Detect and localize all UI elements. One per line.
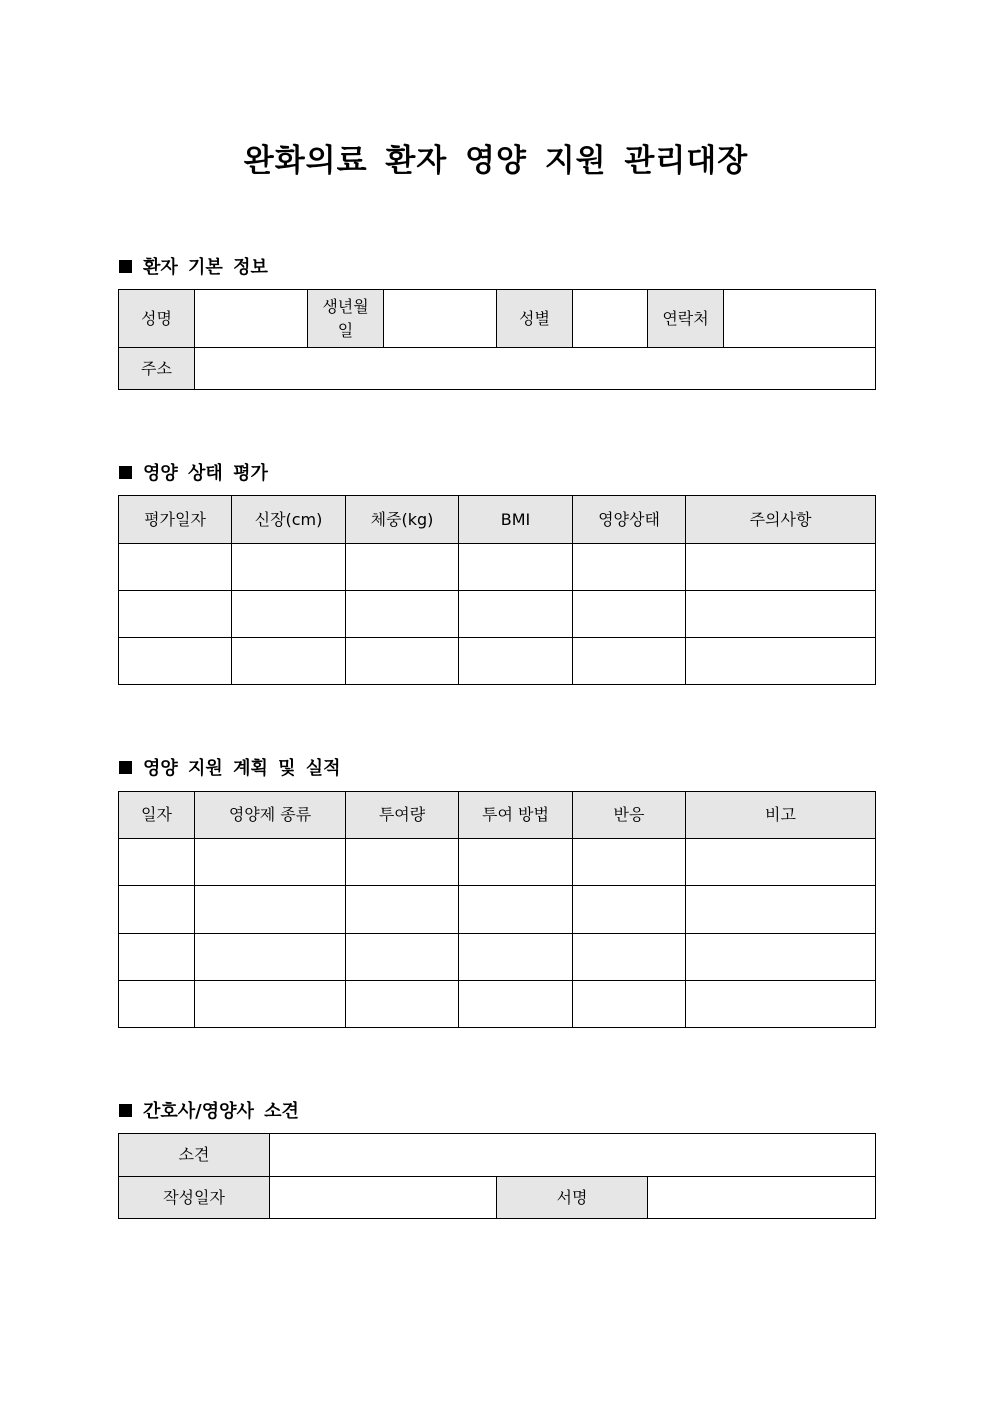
opinion-field[interactable] xyxy=(270,1134,876,1177)
table-cell[interactable] xyxy=(686,544,876,591)
table-cell[interactable] xyxy=(686,591,876,638)
section-bullet-icon xyxy=(119,260,132,273)
table-cell[interactable] xyxy=(346,886,459,934)
table-cell[interactable] xyxy=(459,591,573,638)
table-cell[interactable] xyxy=(119,934,195,981)
col-bmi: BMI xyxy=(459,496,573,544)
table-cell[interactable] xyxy=(346,839,459,886)
table-cell[interactable] xyxy=(459,934,573,981)
table-row xyxy=(119,591,876,638)
table-cell[interactable] xyxy=(195,934,346,981)
contact-field[interactable] xyxy=(724,290,876,348)
contact-label: 연락처 xyxy=(648,290,724,348)
table-cell[interactable] xyxy=(119,839,195,886)
col-response: 반응 xyxy=(573,792,686,839)
table-cell[interactable] xyxy=(686,886,876,934)
table-cell[interactable] xyxy=(232,544,346,591)
table-cell[interactable] xyxy=(346,544,459,591)
patient-info-table xyxy=(118,289,876,390)
table-cell[interactable] xyxy=(573,839,686,886)
col-administration-method: 투여 방법 xyxy=(459,792,573,839)
date-label: 작성일자 xyxy=(119,1177,270,1219)
col-weight: 체중(kg) xyxy=(346,496,459,544)
signature-label: 서명 xyxy=(497,1177,648,1219)
nutrition-assessment-heading xyxy=(119,459,268,485)
opinion-label: 소견 xyxy=(119,1134,270,1177)
col-precautions: 주의사항 xyxy=(686,496,876,544)
address-label: 주소 xyxy=(119,348,195,390)
name-field[interactable] xyxy=(195,290,308,348)
table-cell[interactable] xyxy=(686,839,876,886)
col-supplement-type: 영양제 종류 xyxy=(195,792,346,839)
address-field[interactable] xyxy=(195,348,876,390)
document-title: 완화의료 환자 영양 지원 관리대장 xyxy=(243,143,749,179)
table-cell[interactable] xyxy=(195,981,346,1028)
table-cell[interactable] xyxy=(119,886,195,934)
date-field[interactable] xyxy=(270,1177,497,1219)
table-row xyxy=(119,839,876,886)
table-cell[interactable] xyxy=(119,544,232,591)
table-cell[interactable] xyxy=(573,934,686,981)
opinion-heading xyxy=(119,1097,299,1123)
col-nutrition-status: 영양상태 xyxy=(573,496,686,544)
table-cell[interactable] xyxy=(459,981,573,1028)
table-cell[interactable] xyxy=(195,886,346,934)
table-cell[interactable] xyxy=(346,934,459,981)
name-label: 성명 xyxy=(119,290,195,348)
table-cell[interactable] xyxy=(459,886,573,934)
opinion-table xyxy=(118,1133,876,1219)
table-cell[interactable] xyxy=(346,981,459,1028)
table-cell[interactable] xyxy=(459,839,573,886)
nutrition-assessment-table xyxy=(118,495,876,685)
table-row xyxy=(119,934,876,981)
table-cell[interactable] xyxy=(573,544,686,591)
table-cell[interactable] xyxy=(686,934,876,981)
col-dosage: 투여량 xyxy=(346,792,459,839)
table-cell[interactable] xyxy=(232,591,346,638)
sex-label: 성별 xyxy=(497,290,573,348)
col-date: 일자 xyxy=(119,792,195,839)
table-cell[interactable] xyxy=(346,591,459,638)
birth-label-line1: 생년월 xyxy=(322,296,369,316)
section-bullet-icon xyxy=(119,761,132,774)
table-row xyxy=(119,544,876,591)
support-plan-heading-text: 영양 지원 계획 및 실적 xyxy=(143,758,341,779)
col-remarks: 비고 xyxy=(686,792,876,839)
patient-info-heading-text: 환자 기본 정보 xyxy=(143,257,268,278)
nutrition-assessment-heading-text: 영양 상태 평가 xyxy=(143,463,268,484)
table-cell[interactable] xyxy=(573,886,686,934)
table-row xyxy=(119,886,876,934)
table-cell[interactable] xyxy=(232,638,346,685)
table-cell[interactable] xyxy=(195,839,346,886)
table-cell[interactable] xyxy=(686,981,876,1028)
signature-field[interactable] xyxy=(648,1177,876,1219)
section-bullet-icon xyxy=(119,466,132,479)
col-assessment-date: 평가일자 xyxy=(119,496,232,544)
birth-label xyxy=(308,290,384,348)
table-row xyxy=(119,638,876,685)
table-cell[interactable] xyxy=(346,638,459,685)
support-plan-heading xyxy=(119,754,341,780)
table-cell[interactable] xyxy=(573,981,686,1028)
table-row xyxy=(119,981,876,1028)
birth-field[interactable] xyxy=(384,290,497,348)
birth-label-line2: 일 xyxy=(337,320,354,340)
col-height: 신장(cm) xyxy=(232,496,346,544)
table-cell[interactable] xyxy=(686,638,876,685)
table-cell[interactable] xyxy=(119,591,232,638)
support-plan-table xyxy=(118,791,876,1028)
table-cell[interactable] xyxy=(573,591,686,638)
patient-info-heading xyxy=(119,253,268,279)
table-cell[interactable] xyxy=(459,544,573,591)
table-cell[interactable] xyxy=(573,638,686,685)
sex-field[interactable] xyxy=(573,290,648,348)
table-cell[interactable] xyxy=(119,981,195,1028)
table-cell[interactable] xyxy=(459,638,573,685)
opinion-heading-text: 간호사/영양사 소견 xyxy=(143,1101,299,1122)
section-bullet-icon xyxy=(119,1104,132,1117)
table-cell[interactable] xyxy=(119,638,232,685)
